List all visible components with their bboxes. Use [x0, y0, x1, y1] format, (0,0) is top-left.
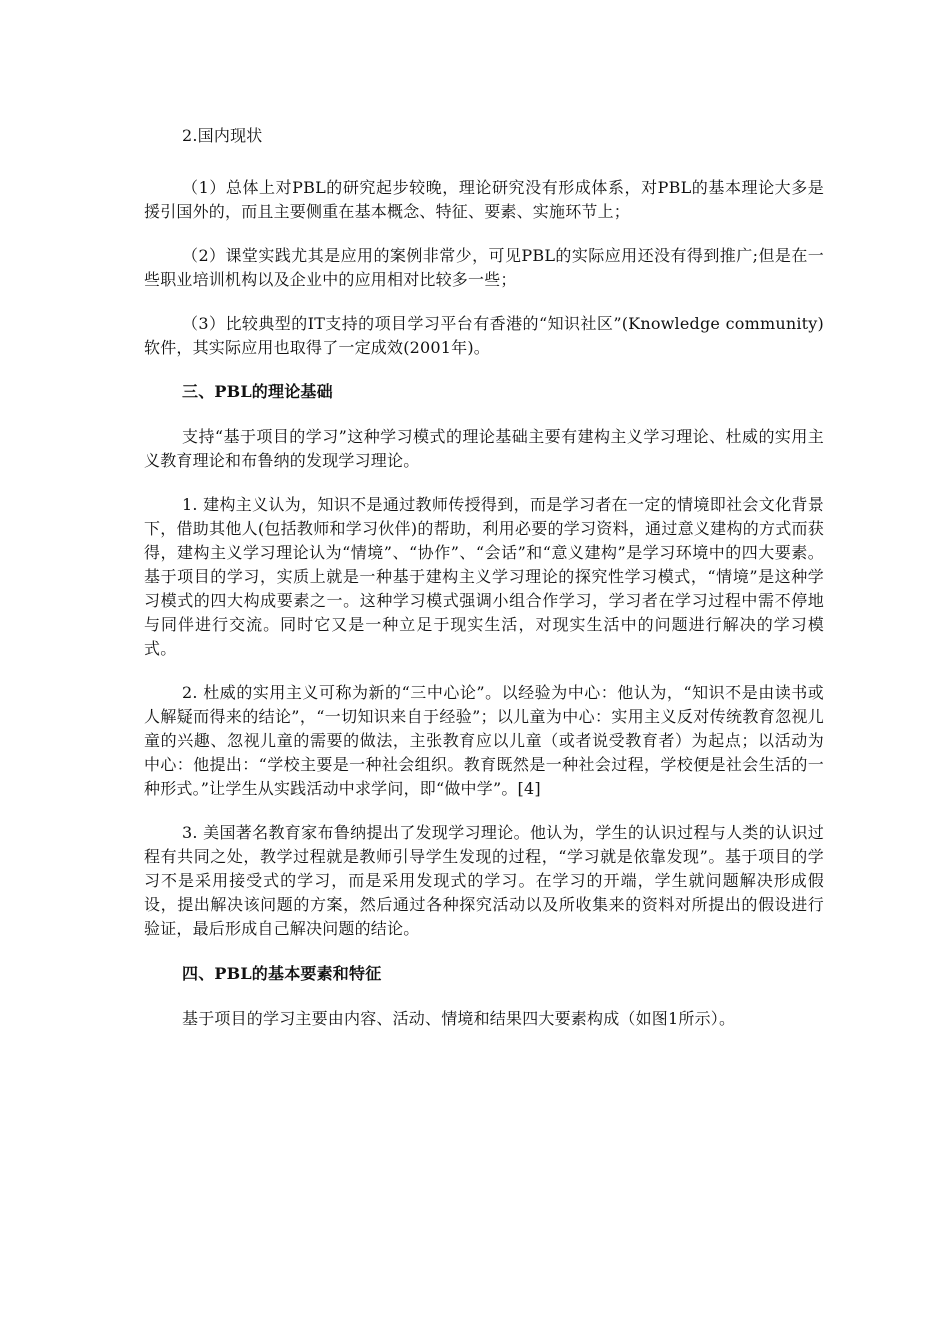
paragraph-status-2: （2）课堂实践尤其是应用的案例非常少，可见PBL的实际应用还没有得到推广;但是在一些职业培训机构以及企业中的应用相对比较多一些；	[144, 246, 824, 289]
document-page	[144, 124, 824, 1031]
paragraph-status-1: （1）总体上对PBL的研究起步较晚，理论研究没有形成体系，对PBL的基本理论大多是援引国外的，而且主要侧重在基本概念、特征、要素、实施环节上；	[144, 178, 824, 221]
paragraph-dewey: 2. 杜威的实用主义可称为新的“三中心论”。以经验为中心：他认为，“知识不是由读书或人解疑而得来的结论”，“一切知识来自于经验”；以儿童为中心：实用主义反对传统教育忽视儿童的兴趣、忽视儿童的需要的做法，主张教育应以儿童（或者说受教育者）为起点；以活动为中心：他提出：“学校主要是一种社会组织。教育既然是一种社会过程，学校便是社会生活的一种形式。”让学生从实践活动中求学问，即“做中学”。[4]	[144, 683, 824, 798]
paragraph-theory-intro: 支持“基于项目的学习”这种学习模式的理论基础主要有建构主义学习理论、杜威的实用主义教育理论和布鲁纳的发现学习理论。	[144, 427, 824, 470]
paragraph-domestic-status-title: 2.国内现状	[182, 126, 263, 145]
section-heading-theory: 三、PBL的理论基础	[182, 382, 333, 401]
paragraph-constructivism: 1. 建构主义认为，知识不是通过教师传授得到，而是学习者在一定的情境即社会文化背景下，借助其他人(包括教师和学习伙伴)的帮助，利用必要的学习资料，通过意义建构的方式而获得，建构主义学习理论认为“情境”、“协作”、“会话”和“意义建构”是学习环境中的四大要素。基于项目的学习，实质上就是一种基于建构主义学习理论的探究性学习模式，“情境”是这种学习模式的四大构成要素之一。这种学习模式强调小组合作学习，学习者在学习过程中需不停地与同伴进行交流。同时它又是一种立足于现实生活，对现实生活中的问题进行解决的学习模式。	[144, 495, 824, 658]
section-heading-elements: 四、PBL的基本要素和特征	[182, 964, 382, 983]
paragraph-bruner: 3. 美国著名教育家布鲁纳提出了发现学习理论。他认为，学生的认识过程与人类的认识过程有共同之处，教学过程就是教师引导学生发现的过程，“学习就是依靠发现”。基于项目的学习不是采用接受式的学习，而是采用发现式的学习。在学习的开端，学生就问题解决形成假设，提出解决该问题的方案，然后通过各种探究活动以及所收集来的资料对所提出的假设进行验证，最后形成自己解决问题的结论。	[144, 823, 824, 938]
paragraph-status-3: （3）比较典型的IT支持的项目学习平台有香港的“知识社区”(Knowledge community)软件，其实际应用也取得了一定成效(2001年)。	[144, 314, 824, 357]
paragraph-elements-intro: 基于项目的学习主要由内容、活动、情境和结果四大要素构成（如图1所示）。	[182, 1009, 736, 1028]
